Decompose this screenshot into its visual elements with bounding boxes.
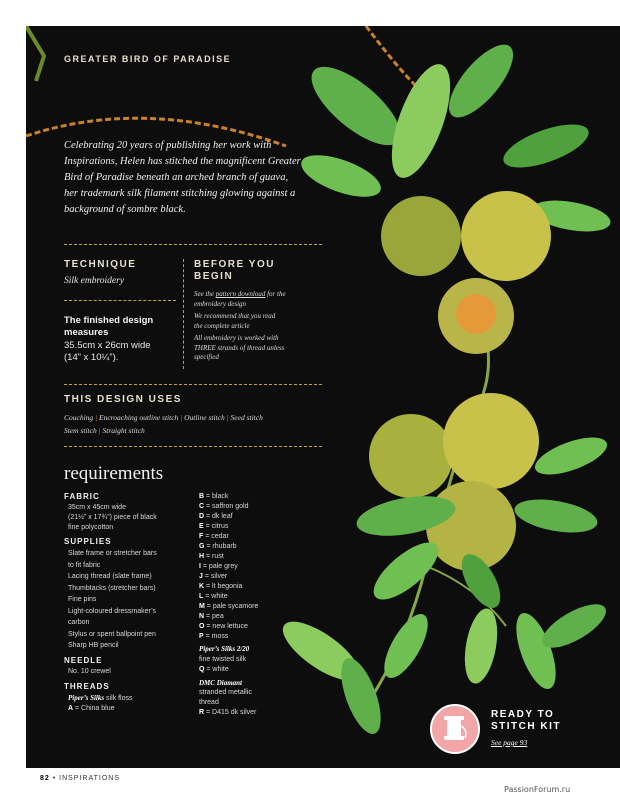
- thread-key-item: I = pale grey: [199, 563, 238, 570]
- thread-key-item: F = cedar: [199, 533, 229, 540]
- requirements-title: requirements: [64, 463, 164, 484]
- requirements-right-column: B = black C = saffron gold D = dk leaf E = citrus F = cedar G = rhubarb H = rust I = pale grey J = silver K = lt begonia L = white M = pale sycamore N = pea O = new lettuce P = moss Piper’s Silks 2/20 fine twisted silk Q = white DMC Diamant stranded metallic thread R = D415 dk silver: [199, 492, 319, 718]
- watermark: PassionForum.ru: [504, 785, 571, 794]
- thread-key-item: L = white: [199, 593, 228, 600]
- column-divider: [183, 259, 184, 369]
- stitch-kit-label: READY TO STITCH KIT: [491, 709, 561, 732]
- thread-key-item: K = lt begonia: [199, 583, 243, 590]
- section-title: GREATER BIRD OF PARADISE: [64, 54, 232, 64]
- divider: [64, 244, 322, 245]
- pattern-download-link[interactable]: pattern download: [215, 290, 266, 298]
- thread-key-item: C = saffron gold: [199, 503, 249, 510]
- thread-spool-icon: [432, 706, 478, 752]
- magazine-name: INSPIRATIONS: [59, 775, 121, 782]
- page-footer: 82 • INSPIRATIONS: [40, 775, 121, 782]
- magazine-page: [26, 26, 620, 768]
- technique-heading: TECHNIQUE: [64, 259, 137, 270]
- stitch-list: Couching | Encroaching outline stitch | Outline stitch | Seed stitch Stem stitch | Straight stitch: [64, 413, 263, 435]
- thread-key-item: G = rhubarb: [199, 543, 237, 550]
- thread-key-item: J = silver: [199, 573, 228, 580]
- thread-key-item: O = new lettuce: [199, 623, 248, 630]
- page-number: 82: [40, 775, 50, 782]
- thread-key-item: E = citrus: [199, 523, 229, 530]
- see-page-link[interactable]: See page 93: [491, 738, 528, 747]
- thread-key-item: M = pale sycamore: [199, 603, 259, 610]
- thread-key-list: [199, 492, 319, 642]
- technique-value: Silk embroidery: [64, 276, 125, 286]
- requirements-left-column: FABRIC 35cm x 45cm wide (21½” x 17¾”) piece of black fine polycotton SUPPLIES Slate frame or stretcher bars to fit fabric Lacing thread (slate frame) Thumbtacks (stretcher bars) Fine pins Light-coloured dressmaker’s carbon Stylus or spent ballpoint pen Sharp HB pencil NEEDLE No. 10 crewel THREADS Piper’s Silks silk floss A = China blue: [64, 492, 157, 712]
- intro-paragraph: Celebrating 20 years of publishing her work with Inspirations, Helen has stitched the magnificent Greater Bird of Paradise beneath an arched branch of guava, her trademark silk filament stitching glowing against a background of sombre black.: [64, 140, 301, 215]
- finished-size-value: 35.5cm x 26cm wide (14” x 10¼”).: [64, 340, 151, 363]
- divider: [64, 300, 176, 301]
- thread-key-item: D = dk leaf: [199, 513, 233, 520]
- divider: [64, 384, 322, 385]
- thread-key-item: N = pea: [199, 613, 224, 620]
- thread-key-item: B = black: [199, 493, 229, 500]
- before-heading: BEFORE YOU BEGIN: [194, 259, 275, 282]
- before-notes: See the pattern download for the embroidery design We recommend that you read the complete article All embroidery is worked with THREE strands of thread unless specified: [194, 290, 286, 361]
- stitch-kit-badge[interactable]: [430, 704, 480, 754]
- thread-key-item: P = moss: [199, 633, 229, 640]
- design-uses-heading: THIS DESIGN USES: [64, 394, 182, 405]
- thread-key-item: H = rust: [199, 553, 224, 560]
- divider: [64, 446, 322, 447]
- finished-size-label: The finished design measures: [64, 315, 154, 338]
